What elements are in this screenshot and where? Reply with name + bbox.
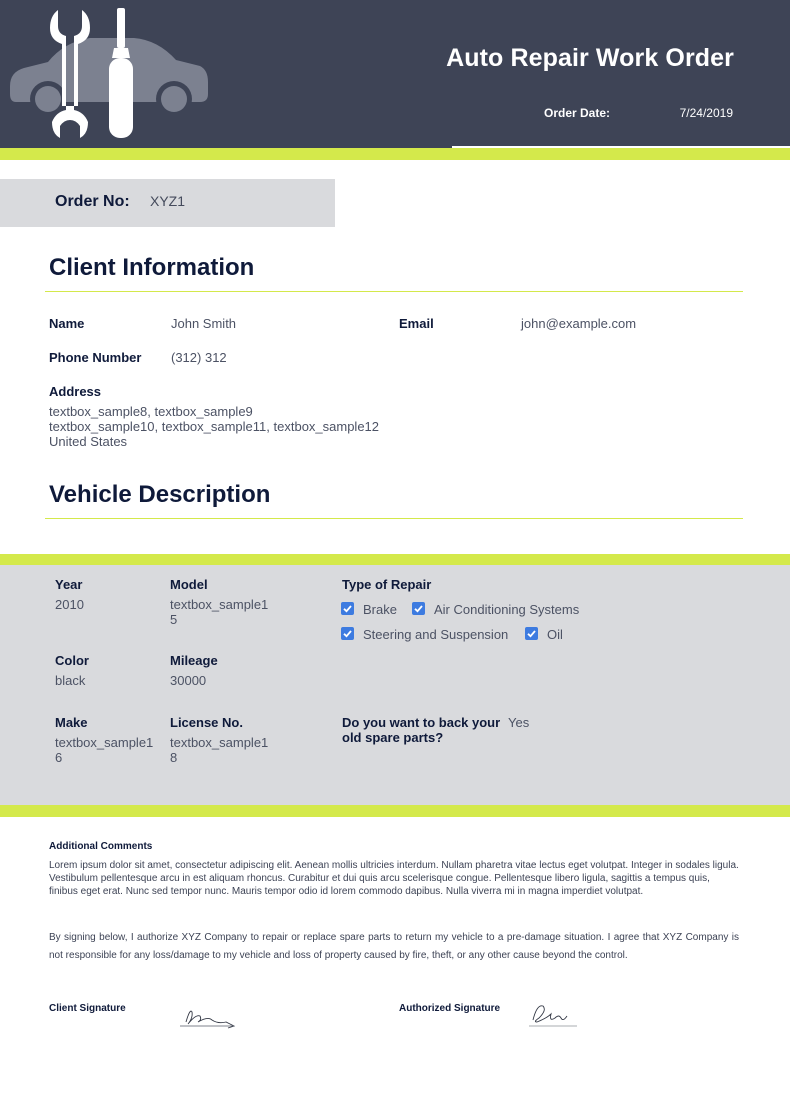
vehicle-color-value[interactable]: black: [55, 673, 86, 688]
steering-suspension-checkbox-label: Steering and Suspension: [363, 627, 509, 642]
client-signature-label: Client Signature: [49, 1003, 126, 1014]
authorized-signature-image[interactable]: [527, 1000, 579, 1030]
order-number-value[interactable]: XYZ1: [150, 193, 186, 209]
vehicle-mileage-label: Mileage: [170, 653, 218, 668]
vehicle-license-value[interactable]: textbox_sample18: [170, 735, 269, 765]
client-email-value[interactable]: john@example.com: [521, 316, 637, 331]
vehicle-make-value[interactable]: textbox_sample16: [55, 735, 154, 765]
oil-checkbox[interactable]: [525, 627, 538, 640]
checkmark-icon: [525, 627, 538, 640]
vehicle-year-value[interactable]: 2010: [55, 597, 84, 612]
client-information-heading: Client Information: [49, 254, 255, 281]
vehicle-make-label: Make: [55, 715, 88, 730]
air-conditioning-checkbox[interactable]: [412, 602, 425, 615]
vehicle-panel-bottom-stripe: [0, 805, 790, 817]
spare-parts-question-line2: old spare parts?: [342, 730, 444, 745]
additional-comments-text[interactable]: Lorem ipsum dolor sit amet, consectetur adipiscing elit. Aenean mollis ultricies interdum. Nullam pharetra vitae lectus eget volutpat. Integer in sodales ligula. Vestibulum pellentesque arcu in est aliquam rhoncus. Curabitur et dui quis arcu scelerisque congue. Pellentesque libero ligula, sagittis a tempus quis, finibus eget erat. Nunc sed tempor nunc. Mauris tempor odio id lorem commodo dapibus. Nulla viverra mi in magna imperdiet volutpat.: [49, 860, 739, 897]
steering-suspension-checkbox[interactable]: [341, 627, 354, 640]
client-name-value[interactable]: John Smith: [171, 316, 237, 331]
checkmark-icon: [341, 627, 354, 640]
brake-checkbox[interactable]: [341, 602, 354, 615]
client-phone-label: Phone Number: [49, 350, 142, 365]
client-email-label: Email: [399, 316, 434, 331]
additional-comments-label: Additional Comments: [49, 841, 153, 852]
vehicle-description-heading: Vehicle Description: [49, 481, 271, 508]
authorized-signature-label: Authorized Signature: [399, 1003, 501, 1014]
repair-type-label: Type of Repair: [342, 577, 432, 592]
order-number-label: Order No:: [55, 193, 130, 210]
spare-parts-answer[interactable]: Yes: [508, 715, 530, 730]
vehicle-mileage-value[interactable]: 30000: [170, 673, 207, 688]
checkmark-icon: [412, 602, 425, 615]
vehicle-model-label: Model: [170, 577, 208, 592]
client-address-line2[interactable]: textbox_sample10, textbox_sample11, textbox_sample12: [49, 419, 380, 434]
order-date-label: Order Date:: [544, 106, 611, 120]
air-conditioning-checkbox-label: Air Conditioning Systems: [434, 602, 580, 617]
client-address-line3[interactable]: United States: [49, 434, 128, 449]
vehicle-color-label: Color: [55, 653, 89, 668]
header-accent-stripe: [0, 148, 790, 160]
vehicle-year-label: Year: [55, 577, 83, 592]
vehicle-details-panel: [0, 554, 790, 817]
document-title: Auto Repair Work Order: [446, 44, 734, 72]
vehicle-model-value[interactable]: textbox_sample15: [170, 597, 269, 627]
client-section-divider: [45, 291, 743, 292]
oil-checkbox-label: Oil: [547, 627, 563, 642]
checkmark-icon: [341, 602, 354, 615]
client-signature-image[interactable]: [178, 1004, 238, 1030]
client-name-label: Name: [49, 316, 85, 331]
vehicle-license-label: License No.: [170, 715, 243, 730]
client-address-line1[interactable]: textbox_sample8, textbox_sample9: [49, 404, 253, 419]
vehicle-section-divider: [45, 518, 743, 519]
client-phone-value[interactable]: (312) 312: [171, 350, 227, 365]
brake-checkbox-label: Brake: [363, 602, 397, 617]
client-address-label: Address: [49, 384, 102, 399]
authorization-statement: By signing below, I authorize XYZ Company to repair or replace spare parts to return my vehicle to a pre-damage situation. I agree that XYZ Company is not responsible for any loss/damage to my vehicle and loss of property caused by fire, theft, or any other cause beyond the control.: [49, 932, 739, 961]
spare-parts-question-line1: Do you want to back your: [342, 715, 501, 730]
header-accent-divider: [452, 146, 790, 148]
auto-repair-logo-icon: [6, 6, 212, 140]
vehicle-panel-top-stripe: [0, 554, 790, 565]
order-date-value[interactable]: 7/24/2019: [679, 106, 733, 120]
